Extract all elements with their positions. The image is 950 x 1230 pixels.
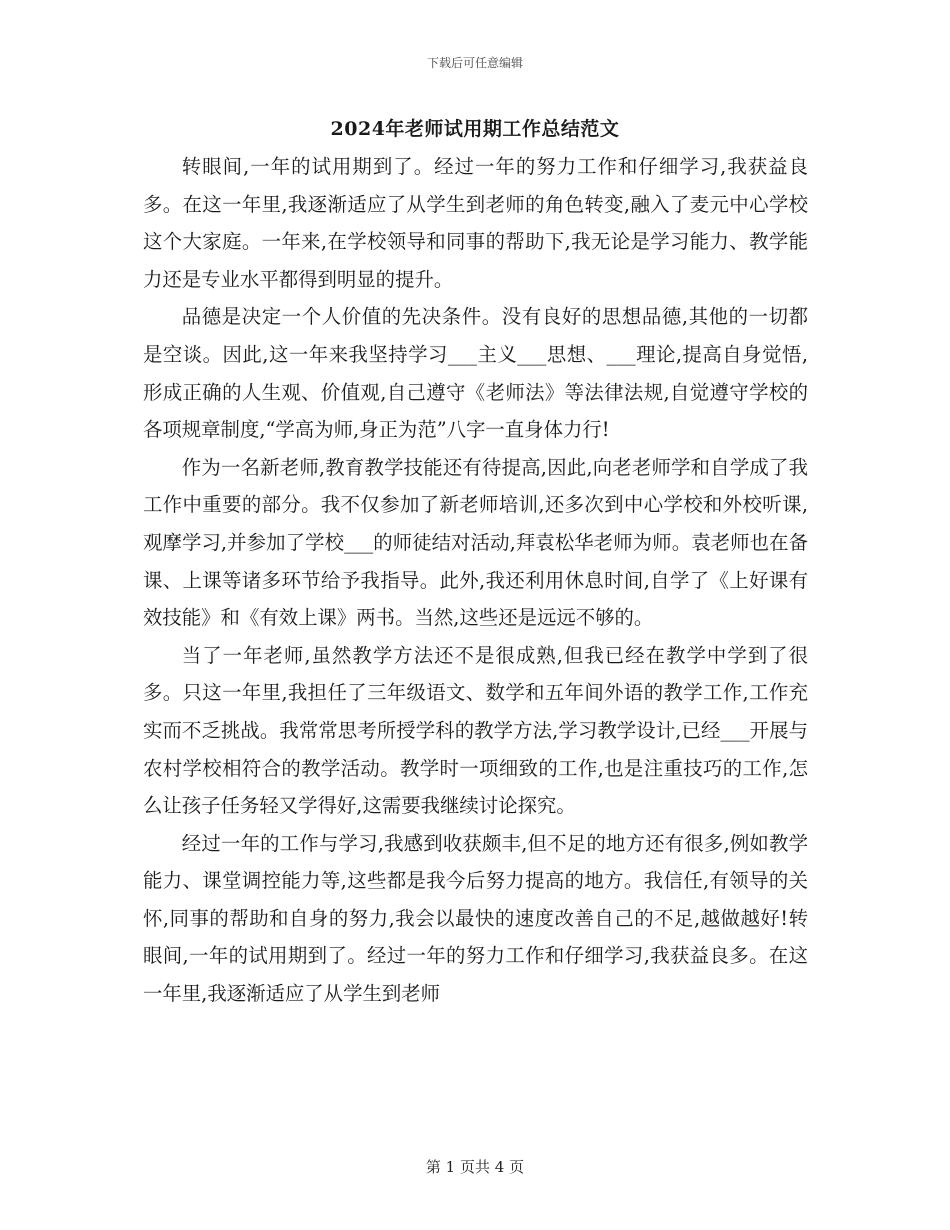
- document-body: [143, 148, 808, 1013]
- page-header-note: 下载后可任意编辑: [426, 56, 523, 70]
- page-number-footer: 第 1 页共 4 页: [425, 1158, 525, 1176]
- paragraph: 品德是决定一个人价值的先决条件。没有良好的思想品德,其他的一切都是空谈。因此,这一年来我坚持学习___主义___思想、___理论,提高自身觉悟,形成正确的人生观、价值观,自己遵守《老师法》等法律法规,自觉遵守学校的各项规章制度,“学高为师,身正为范”八字一直身体力行!: [143, 305, 808, 442]
- paragraph: 经过一年的工作与学习,我感到收获颇丰,但不足的地方还有很多,例如教学能力、课堂调控能力等,这些都是我今后努力提高的地方。我信任,有领导的关怀,同事的帮助和自身的努力,我会以最快的速度改善自己的不足,越做越好!转眼间,一年的试用期到了。经过一年的努力工作和仔细学习,我获益良多。在这一年里,我逐渐适应了从学生到老师: [143, 831, 808, 1006]
- paragraph: 当了一年老师,虽然教学方法还不是很成熟,但我已经在教学中学到了很多。只这一年里,我担任了三年级语文、数学和五年间外语的教学工作,工作充实而不乏挑战。我常常思考所授学科的教学方法,学习教学设计,已经___开展与农村学校相符合的教学活动。教学时一项细致的工作,也是注重技巧的工作,怎么让孩子任务轻又学得好,这需要我继续讨论探究。: [143, 643, 808, 818]
- paragraph: 作为一名新老师,教育教学技能还有待提高,因此,向老老师学和自学成了我工作中重要的部分。我不仅参加了新老师培训,还多次到中心学校和外校听课,观摩学习,并参加了学校___的师徒结对活动,拜袁松华老师为师。袁老师也在备课、上课等诸多环节给予我指导。此外,我还利用休息时间,自学了《上好课有效技能》和《有效上课》两书。当然,这些还是远远不够的。: [143, 455, 808, 630]
- paragraph: 转眼间,一年的试用期到了。经过一年的努力工作和仔细学习,我获益良多。在这一年里,我逐渐适应了从学生到老师的角色转变,融入了麦元中心学校这个大家庭。一年来,在学校领导和同事的帮助下,我无论是学习能力、教学能力还是专业水平都得到明显的提升。: [143, 155, 808, 291]
- document-title: 2024年老师试用期工作总结范文: [330, 118, 620, 140]
